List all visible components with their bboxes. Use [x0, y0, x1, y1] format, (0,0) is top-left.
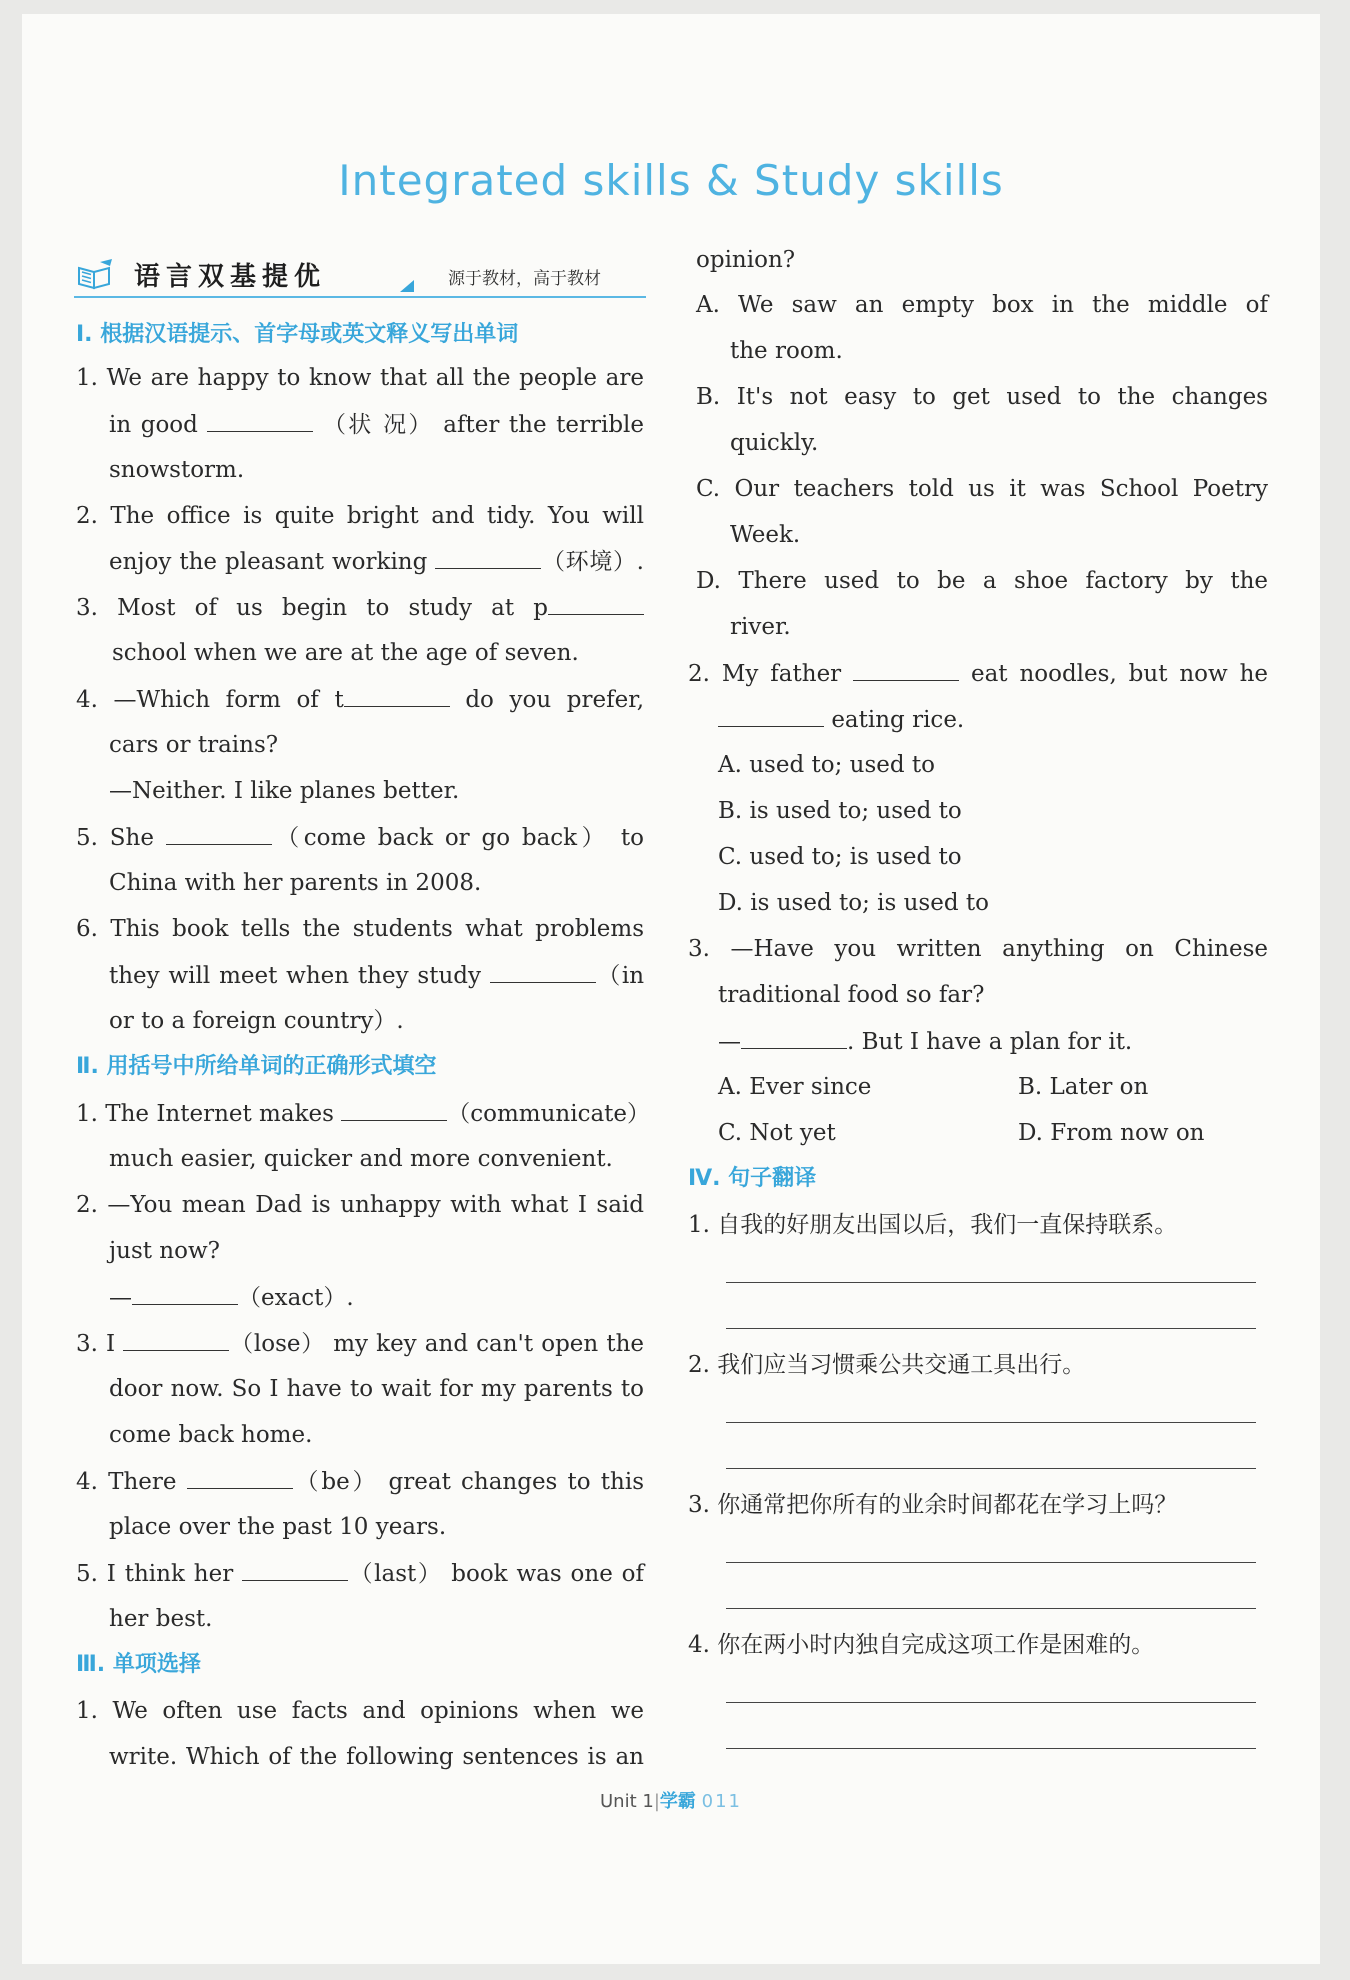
s3-q1-option-c[interactable]: C. Our teachers told us it was School Poetry [696, 476, 1268, 502]
translation-answer-line[interactable] [726, 1748, 1256, 1749]
s2-q3-line2: door now. So I have to wait for my parents to [109, 1376, 644, 1402]
s3-q3-line2: traditional food so far? [718, 982, 985, 1008]
translation-answer-line[interactable] [726, 1422, 1256, 1423]
s3-q3-option-b[interactable]: B. Later on [1018, 1074, 1149, 1100]
s1-q2-line1: 2. The office is quite bright and tidy. You will [76, 503, 644, 529]
s1-q4-line1: 4. —Which form of t do you prefer, [76, 684, 644, 715]
s1-q1-line1: 1. We are happy to know that all the people are [76, 365, 644, 391]
section-3-heading: Ⅲ. 单项选择 [76, 1652, 201, 1677]
s3-q1-line2: write. Which of the following sentences is an [109, 1744, 644, 1770]
s2-q1-line2: much easier, quicker and more convenient. [109, 1146, 613, 1172]
s1-q1-line3: snowstorm. [109, 457, 245, 483]
translation-answer-line[interactable] [726, 1328, 1256, 1329]
section-1-heading: Ⅰ. 根据汉语提示、首字母或英文释义写出单词 [76, 322, 519, 347]
worksheet-page [22, 14, 1320, 1964]
translation-answer-line[interactable] [726, 1702, 1256, 1703]
s2-q2-line3: — （exact）. [109, 1282, 644, 1313]
answer-blank[interactable] [132, 1282, 238, 1305]
answer-blank[interactable] [166, 822, 272, 845]
footer-brand: 学霸 [659, 1791, 696, 1812]
answer-blank[interactable] [741, 1026, 847, 1049]
translation-answer-line[interactable] [726, 1282, 1256, 1283]
s1-q6-line3: or to a foreign country）. [109, 1008, 404, 1034]
s3-q1-line3: opinion? [696, 247, 796, 273]
footer-unit: Unit 1 [600, 1791, 654, 1812]
answer-blank[interactable] [207, 409, 313, 432]
answer-blank[interactable] [548, 592, 644, 615]
s2-q3-line3: come back home. [109, 1422, 313, 1448]
s3-q2-line1: 2. My father eat noodles, but now he [688, 658, 1268, 689]
s3-q2-option-c[interactable]: C. used to; is used to [718, 844, 962, 870]
answer-blank[interactable] [187, 1466, 293, 1489]
answer-blank[interactable] [242, 1558, 348, 1581]
s4-q1: 1. 自我的好朋友出国以后，我们一直保持联系。 [688, 1212, 1178, 1238]
s4-q3: 3. 你通常把你所有的业余时间都花在学习上吗？ [688, 1492, 1178, 1518]
s4-q4: 4. 你在两小时内独自完成这项工作是困难的。 [688, 1632, 1155, 1658]
s2-q1-line1: 1. The Internet makes （communicate） [76, 1098, 644, 1129]
s2-q2-line1: 2. —You mean Dad is unhappy with what I said [76, 1192, 644, 1218]
page-title: Integrated skills & Study skills [338, 156, 1004, 205]
s1-q6-line2: they will meet when they study （in [109, 960, 644, 991]
s3-q1-option-b[interactable]: B. It's not easy to get used to the changes [696, 384, 1268, 410]
s2-q4-line2: place over the past 10 years. [109, 1514, 447, 1540]
s3-q1-line1: 1. We often use facts and opinions when we [76, 1698, 644, 1724]
translation-answer-line[interactable] [726, 1608, 1256, 1609]
s2-q2-line2: just now? [109, 1238, 220, 1264]
s3-q3-option-a[interactable]: A. Ever since [718, 1074, 872, 1100]
translation-answer-line[interactable] [726, 1468, 1256, 1469]
s1-q4-line2: cars or trains? [109, 732, 279, 758]
section-header [74, 250, 646, 298]
translation-answer-line[interactable] [726, 1562, 1256, 1563]
s3-q2-option-d[interactable]: D. is used to; is used to [718, 890, 989, 916]
s3-q1-option-d-cont: river. [730, 614, 791, 640]
answer-blank[interactable] [490, 960, 596, 983]
s3-q1-option-a[interactable]: A. We saw an empty box in the middle of [696, 292, 1268, 318]
s1-q1-line2: in good （状 况） after the terrible [109, 409, 644, 440]
answer-blank[interactable] [123, 1328, 229, 1351]
s3-q1-option-c-cont: Week. [730, 522, 801, 548]
s2-q5-line2: her best. [109, 1606, 213, 1632]
answer-blank[interactable] [718, 704, 824, 727]
section-4-heading: Ⅳ. 句子翻译 [688, 1166, 817, 1191]
s1-q5-line1: 5. She （come back or go back） to [76, 822, 644, 853]
s3-q2-option-a[interactable]: A. used to; used to [718, 752, 935, 778]
s3-q3-line1: 3. —Have you written anything on Chinese [688, 936, 1268, 962]
s4-q2: 2. 我们应当习惯乘公共交通工具出行。 [688, 1352, 1086, 1378]
s3-q2-option-b[interactable]: B. is used to; used to [718, 798, 962, 824]
s1-q3-line1: 3. Most of us begin to study at p [76, 592, 644, 623]
s3-q3-line3: — . But I have a plan for it. [718, 1026, 1268, 1057]
s3-q1-option-a-cont: the room. [730, 338, 843, 364]
s2-q5-line1: 5. I think her （last） book was one of [76, 1558, 644, 1589]
s1-q4-line3: —Neither. I like planes better. [109, 778, 460, 804]
answer-blank[interactable] [853, 658, 959, 681]
header-subtitle: 源于教材，高于教材 [448, 269, 601, 289]
s3-q3-option-c[interactable]: C. Not yet [718, 1120, 836, 1146]
s2-q4-line1: 4. There （be） great changes to this [76, 1466, 644, 1497]
page-footer: Unit 1|学霸 011 [600, 1791, 742, 1812]
page-number: 011 [701, 1791, 742, 1812]
s1-q2-line2: enjoy the pleasant working （环境）. [109, 546, 644, 577]
s2-q3-line1: 3. I （lose） my key and can't open the [76, 1328, 644, 1359]
triangle-marker-icon [400, 280, 414, 292]
book-icon [76, 258, 116, 290]
s1-q5-line2: China with her parents in 2008. [109, 870, 482, 896]
s1-q3-line2: school when we are at the age of seven. [112, 640, 579, 666]
s1-q6-line1: 6. This book tells the students what problems [76, 916, 644, 942]
header-title: 语言双基提优 [134, 262, 327, 292]
s3-q1-option-b-cont: quickly. [730, 430, 819, 456]
answer-blank[interactable] [341, 1098, 447, 1121]
answer-blank[interactable] [435, 546, 541, 569]
answer-blank[interactable] [344, 684, 450, 707]
section-2-heading: Ⅱ. 用括号中所给单词的正确形式填空 [76, 1054, 437, 1079]
s3-q3-option-d[interactable]: D. From now on [1018, 1120, 1205, 1146]
s3-q1-option-d[interactable]: D. There used to be a shoe factory by the [696, 568, 1268, 594]
s3-q2-line2: eating rice. [718, 704, 1268, 735]
